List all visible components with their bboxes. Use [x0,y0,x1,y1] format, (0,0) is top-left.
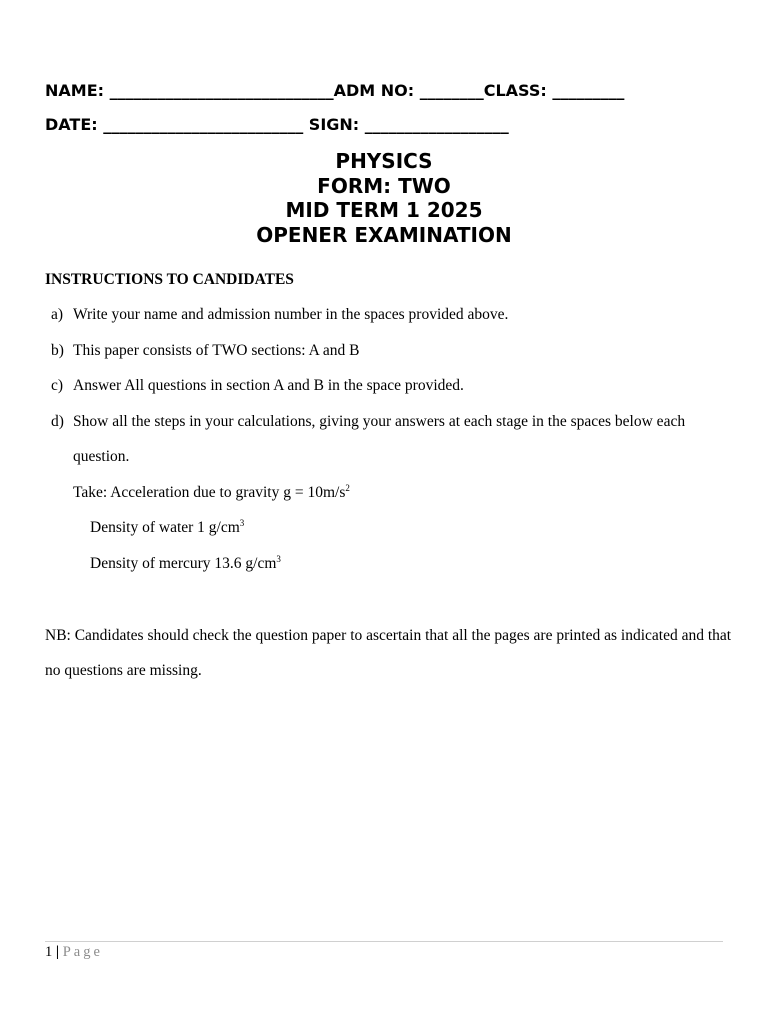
take-gravity [73,483,350,503]
density-water [90,518,244,538]
note-line-2: no questions are missing. [45,662,202,679]
density-mercury [90,554,281,574]
footer-divider [45,941,723,942]
density-mercury-exponent: 3 [276,553,281,564]
instruction-text: Write your name and admission number in the spaces provided above. [73,306,509,323]
density-water-text: Density of water 1 g/cm [90,519,240,536]
instruction-text: Show all the steps in your calculations, giving your answers at each stage in the spaces below each [73,413,686,430]
title-form: FORM: TWO [317,173,451,198]
density-mercury-text: Density of mercury 13.6 g/cm [90,555,277,572]
instruction-marker: b) [51,342,64,359]
instruction-marker: d) [51,413,64,430]
footer-separator: | [55,944,60,960]
instruction-text: Answer All questions in section A and B in the space provided. [73,377,464,394]
header-name-adm-class-line: NAME: ____________________________ADM NO: ________CLASS: _________ [45,81,625,100]
take-gravity-text: Take: Acceleration due to gravity g = 10m/s [73,484,346,501]
note-line-1: NB: Candidates should check the question paper to ascertain that all the pages are printed as indicated and that [45,627,732,644]
page-footer [45,942,103,962]
title-subject: PHYSICS [335,149,433,173]
instruction-text-continuation: question. [73,448,130,465]
instruction-marker: c) [51,377,64,394]
page-number: 1 [45,944,53,960]
density-water-exponent: 3 [239,517,245,528]
instruction-marker: a) [51,306,64,323]
title-term: MID TERM 1 2025 [285,198,483,222]
page-label: Page [62,944,103,960]
exam-title [0,149,768,247]
instruction-text: This paper consists of TWO sections: A and B [73,342,360,359]
take-gravity-exponent: 2 [345,482,350,493]
header-date-sign-line: DATE: _________________________ SIGN: __________________ [45,115,509,134]
instructions-heading: INSTRUCTIONS TO CANDIDATES [45,271,294,288]
title-exam: OPENER EXAMINATION [256,222,512,247]
